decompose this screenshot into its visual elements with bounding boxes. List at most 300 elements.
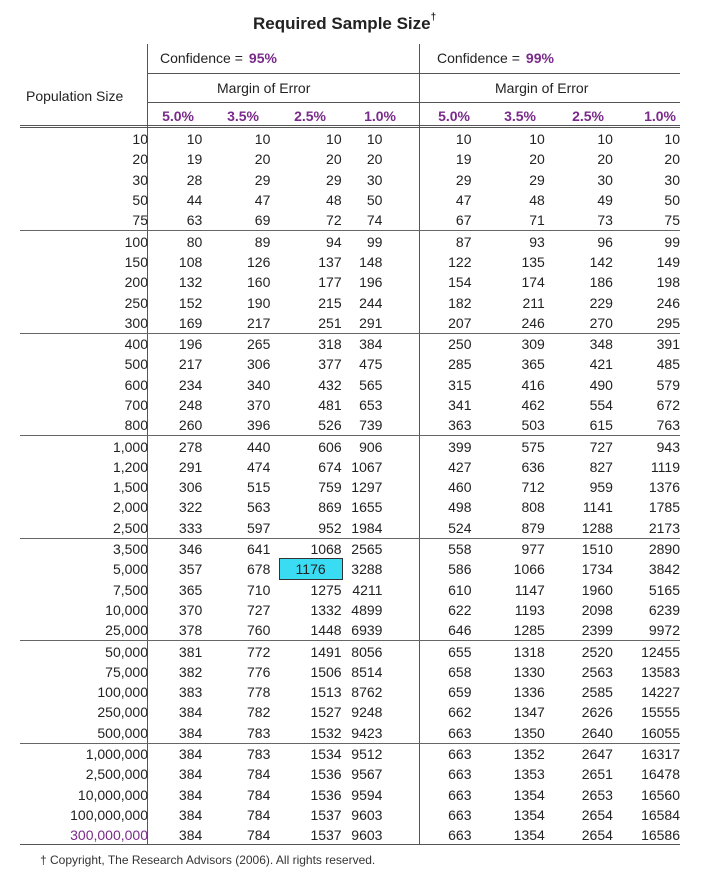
sample-size-cell: 340 [247, 376, 271, 393]
sample-size-cell: 1376 [648, 479, 680, 496]
sample-size-cell: 906 [342, 436, 405, 457]
sample-size-cell: 16055 [641, 724, 680, 741]
sample-size-cell: 384 [178, 724, 203, 741]
sample-size-cell: 29 [455, 171, 472, 188]
sample-size-cell: 943 [613, 436, 680, 457]
population-cell: 600 [124, 376, 148, 393]
sample-size-cell: 285 [448, 356, 472, 373]
sample-size-cell: 558 [404, 538, 471, 559]
sample-size-cell: 10 [597, 131, 613, 148]
sample-size-cell: 597 [247, 519, 271, 536]
table-row [20, 559, 680, 579]
sample-size-cell: 432 [318, 376, 342, 393]
sample-size-cell: 295 [656, 314, 680, 331]
sample-size-cell: 333 [178, 519, 203, 536]
sample-size-cell: 196 [152, 333, 202, 354]
sample-size-cell: 217 [178, 356, 203, 373]
sample-size-cell: 99 [613, 231, 680, 252]
sample-size-cell: 96 [545, 231, 613, 252]
sample-size-cell: 1506 [310, 663, 342, 680]
population-cell: 75 [132, 212, 148, 229]
sample-size-cell: 148 [359, 253, 383, 270]
sample-size-cell: 190 [247, 294, 271, 311]
population-cell: 10 [132, 131, 148, 148]
sample-size-cell: 80 [152, 231, 202, 252]
table-row [20, 682, 680, 702]
table-row [20, 190, 680, 210]
sample-size-cell: 784 [247, 766, 271, 783]
sample-size-cell: 1318 [472, 641, 545, 662]
sample-size-cell: 211 [522, 294, 545, 311]
sample-size-cell: 869 [318, 499, 342, 516]
sample-size-cell: 278 [152, 436, 202, 457]
moe-header-95-2-5: 2.5% [294, 108, 326, 124]
population-cell: 300,000,000 [70, 827, 148, 844]
sample-size-cell: 782 [247, 704, 271, 721]
sample-size-cell: 67 [455, 212, 472, 229]
sample-size-cell: 610 [448, 581, 472, 598]
sample-size-cell: 29 [529, 171, 545, 188]
sample-size-cell: 1193 [514, 601, 545, 618]
sample-size-cell: 30 [597, 171, 613, 188]
table-row [20, 723, 680, 744]
table-row [20, 764, 680, 784]
sample-size-cell: 1068 [270, 538, 341, 559]
sample-size-cell: 653 [359, 397, 383, 413]
sample-size-cell: 1147 [514, 581, 545, 598]
sample-size-cell: 9603 [351, 827, 383, 844]
sample-size-cell: 1960 [581, 581, 613, 598]
population-cell: 10,000 [105, 601, 148, 618]
sample-size-cell: 370 [247, 397, 271, 413]
sample-size-cell: 526 [318, 417, 342, 434]
sample-size-cell: 678 [247, 561, 271, 578]
sample-size-cell: 490 [589, 376, 613, 393]
sample-size-cell: 10 [664, 131, 680, 148]
sample-size-cell: 9512 [342, 743, 405, 764]
sample-size-cell: 727 [545, 436, 613, 457]
sample-size-cell: 8056 [342, 641, 405, 662]
sample-size-cell: 248 [178, 397, 203, 413]
sample-size-cell: 2654 [581, 827, 613, 844]
sample-size-cell: 215 [318, 294, 342, 311]
sample-size-cell: 73 [597, 212, 613, 229]
moe-header-95-5: 5.0% [162, 108, 194, 124]
sample-size-cell: 1350 [513, 724, 545, 741]
population-cell: 150 [124, 253, 148, 270]
table-row [20, 641, 680, 662]
sample-size-cell: 246 [521, 314, 545, 331]
sample-size-cell: 217 [247, 314, 271, 331]
sample-size-cell: 9423 [351, 724, 383, 741]
sample-size-cell: 75 [664, 212, 680, 229]
sample-size-cell: 396 [247, 417, 271, 434]
sample-size-cell: 959 [589, 479, 613, 496]
sample-size-cell: 8762 [351, 684, 383, 701]
sample-size-cell: 658 [448, 663, 472, 680]
sample-size-cell: 663 [448, 724, 472, 741]
sample-size-cell: 229 [589, 294, 613, 311]
sample-size-cell: 69 [254, 212, 271, 229]
population-cell: 2,500,000 [85, 766, 148, 783]
sample-size-cell: 1352 [472, 743, 545, 764]
sample-size-cell: 47 [254, 192, 271, 209]
table-row [20, 375, 680, 395]
sample-size-cell: 384 [342, 333, 405, 354]
title-text: Required Sample Size [253, 14, 431, 33]
sample-size-cell: 606 [270, 436, 341, 457]
population-cell: 7,500 [112, 581, 148, 598]
sample-size-cell: 1347 [513, 704, 545, 721]
sample-size-cell: 135 [521, 253, 545, 270]
sample-size-cell: 142 [589, 253, 613, 270]
sample-size-cell: 515 [247, 479, 271, 496]
sample-size-cell: 20 [529, 151, 545, 168]
sample-size-cell: 662 [448, 704, 472, 721]
sample-size-cell: 739 [359, 417, 383, 434]
sample-size-cell: 137 [318, 253, 342, 270]
sample-size-cell: 1536 [310, 786, 342, 803]
sample-size-cell: 783 [202, 743, 270, 764]
sample-size-cell: 565 [359, 376, 383, 393]
sample-size-cell: 177 [318, 274, 342, 291]
highlighted-cell [270, 559, 341, 579]
sample-size-cell: 207 [448, 314, 472, 331]
sample-size-cell: 1119 [650, 458, 680, 475]
sample-size-cell: 44 [186, 192, 203, 209]
sample-size-cell: 712 [521, 479, 545, 496]
sample-size-cell: 384 [178, 786, 203, 803]
sample-size-cell: 74 [366, 212, 383, 229]
confidence-99-label: Confidence = 99% [437, 50, 554, 66]
table-row [20, 170, 680, 190]
table-row [20, 600, 680, 620]
table-row [20, 825, 680, 845]
sample-size-cell: 20 [366, 151, 383, 168]
sample-size-cell: 20 [326, 151, 342, 168]
sample-size-cell: 772 [202, 641, 270, 662]
sample-size-cell: 357 [178, 561, 203, 578]
population-cell: 1,000,000 [20, 743, 152, 764]
population-cell: 700 [124, 397, 148, 413]
sample-size-cell: 663 [448, 827, 472, 844]
table-row [20, 457, 680, 477]
sample-size-cell: 1532 [310, 724, 342, 741]
sample-size-cell: 16586 [641, 827, 680, 844]
sample-size-cell: 646 [448, 622, 472, 639]
sample-size-cell: 659 [448, 684, 472, 701]
sample-size-cell: 784 [247, 806, 271, 823]
sample-size-cell: 4211 [352, 581, 383, 598]
population-cell: 250 [124, 294, 148, 311]
sample-size-cell: 440 [202, 436, 270, 457]
sample-size-cell: 1297 [351, 479, 383, 496]
table-row [20, 395, 680, 415]
sample-size-cell: 20 [597, 151, 613, 168]
table-row [20, 333, 680, 354]
sample-size-cell: 154 [448, 274, 472, 291]
sample-size-cell: 784 [247, 827, 271, 844]
sample-size-cell: 2654 [581, 806, 613, 823]
sample-size-cell: 1655 [351, 499, 383, 516]
sample-size-cell: 13583 [641, 663, 680, 680]
sample-size-cell: 827 [589, 458, 613, 475]
sample-size-cell: 808 [521, 499, 545, 516]
sample-size-cell: 1066 [513, 561, 545, 578]
sample-size-cell: 1353 [513, 766, 545, 783]
sample-size-cell: 391 [613, 333, 680, 354]
sample-size-cell: 126 [247, 253, 271, 270]
population-cell: 100 [20, 231, 152, 252]
sample-size-cell: 72 [326, 212, 342, 229]
sample-size-cell: 30 [664, 171, 680, 188]
sample-size-cell: 94 [270, 231, 341, 252]
sample-size-cell: 348 [545, 333, 613, 354]
table-row [20, 129, 680, 149]
highlighted-value: 1176 [280, 559, 342, 579]
sample-size-cell: 122 [448, 253, 472, 270]
sample-size-cell: 2565 [342, 538, 405, 559]
sample-size-cell: 1984 [351, 519, 383, 536]
sample-size-cell: 10 [455, 131, 472, 148]
sample-size-cell: 636 [521, 458, 545, 475]
sample-size-cell: 89 [202, 231, 270, 252]
sample-size-cell: 1491 [270, 641, 341, 662]
sample-size-cell: 655 [404, 641, 471, 662]
sample-size-cell: 399 [404, 436, 471, 457]
sample-size-cell: 365 [178, 581, 203, 598]
sample-size-cell: 370 [178, 601, 203, 618]
table-row [20, 415, 680, 436]
sample-size-cell: 759 [318, 479, 342, 496]
sample-size-cell: 1354 [513, 786, 545, 803]
sample-size-cell: 378 [178, 622, 203, 639]
sample-size-cell: 663 [448, 766, 472, 783]
population-cell: 250,000 [97, 704, 148, 721]
sample-size-cell: 710 [247, 581, 271, 598]
moe-header-95-3-5: 3.5% [227, 108, 259, 124]
sample-size-cell: 322 [178, 499, 203, 516]
sample-size-cell: 575 [472, 436, 545, 457]
table-row [20, 436, 680, 457]
sample-size-cell: 2653 [581, 786, 613, 803]
sample-size-cell: 674 [318, 458, 342, 475]
sample-size-cell: 1785 [648, 499, 680, 516]
moe-header-95-1: 1.0% [364, 108, 396, 124]
confidence-95-label: Confidence = 95% [160, 50, 277, 66]
sample-size-cell: 9567 [351, 766, 383, 783]
sample-size-cell: 29 [326, 171, 342, 188]
sample-size-cell: 318 [270, 333, 341, 354]
sample-size-cell: 462 [521, 397, 545, 413]
header-rule-main [20, 125, 680, 128]
sample-size-cell: 783 [247, 724, 271, 741]
sample-size-cell: 16584 [641, 806, 680, 823]
sample-size-cell: 421 [589, 356, 613, 373]
sample-size-cell: 384 [152, 743, 202, 764]
sample-size-cell: 10 [254, 131, 271, 148]
sample-size-cell: 48 [326, 192, 342, 209]
sample-size-cell: 260 [178, 417, 203, 434]
margin-of-error-95-label: Margin of Error [217, 80, 311, 96]
moe-header-99-5: 5.0% [438, 108, 470, 124]
sample-size-cell: 174 [521, 274, 545, 291]
sample-size-cell: 377 [318, 356, 342, 373]
sample-size-cell: 2098 [581, 601, 613, 618]
sample-size-cell: 29 [254, 171, 271, 188]
population-cell: 100,000,000 [70, 806, 148, 823]
sample-size-cell: 1288 [581, 519, 613, 536]
sample-size-cell: 763 [656, 417, 680, 434]
sample-size-cell: 663 [404, 743, 471, 764]
sample-size-cell: 234 [178, 376, 203, 393]
sample-size-cell: 1448 [310, 622, 342, 639]
table-row [20, 313, 680, 334]
sample-size-cell: 63 [186, 212, 203, 229]
sample-size-cell: 1275 [310, 581, 342, 598]
sample-size-cell: 50 [664, 192, 680, 209]
sample-size-cell: 384 [178, 766, 203, 783]
sample-size-cell: 381 [152, 641, 202, 662]
sample-size-cell: 879 [521, 519, 545, 536]
sample-size-cell: 132 [178, 274, 203, 291]
sample-size-cell: 1330 [513, 663, 545, 680]
sample-size-cell: 10 [186, 131, 203, 148]
sample-size-cell: 776 [247, 663, 271, 680]
sample-size-cell: 152 [178, 294, 203, 311]
table-row [20, 149, 680, 169]
population-cell: 20 [132, 151, 148, 168]
sample-size-cell: 727 [247, 601, 271, 618]
table-row [20, 231, 680, 252]
population-cell: 200 [124, 274, 148, 291]
sample-size-cell: 2890 [613, 538, 680, 559]
population-size-header: Population Size [26, 88, 124, 104]
population-cell: 500,000 [97, 724, 148, 741]
sample-size-cell: 383 [178, 684, 203, 701]
sample-size-cell: 16317 [613, 743, 680, 764]
sample-size-cell: 475 [359, 356, 383, 373]
table-row [20, 252, 680, 272]
population-cell: 300 [124, 314, 148, 331]
sample-size-cell: 250 [404, 333, 471, 354]
sample-size-cell: 265 [202, 333, 270, 354]
sample-size-cell: 196 [359, 274, 383, 291]
population-cell: 5,000 [112, 561, 148, 578]
sample-size-cell: 384 [178, 704, 203, 721]
sample-size-cell: 1513 [310, 684, 342, 701]
sample-size-cell: 346 [152, 538, 202, 559]
sample-size-cell: 47 [455, 192, 472, 209]
sample-size-cell: 1534 [270, 743, 341, 764]
sample-size-cell: 365 [521, 356, 545, 373]
moe-header-99-1: 1.0% [644, 108, 676, 124]
table-row [20, 805, 680, 825]
sample-size-cell: 4899 [351, 601, 383, 618]
sample-size-cell: 2585 [581, 684, 613, 701]
moe-header-99-2-5: 2.5% [572, 108, 604, 124]
sample-size-cell: 19 [455, 151, 472, 168]
sample-size-cell: 2520 [545, 641, 613, 662]
sample-size-cell: 672 [656, 397, 680, 413]
sample-size-cell: 641 [202, 538, 270, 559]
sample-size-cell: 382 [178, 663, 203, 680]
sample-size-cell: 149 [656, 253, 680, 270]
sample-size-cell: 14227 [641, 684, 680, 701]
sample-size-cell: 16478 [641, 766, 680, 783]
sample-size-cell: 93 [472, 231, 545, 252]
sample-size-cell: 182 [448, 294, 472, 311]
population-cell: 1,200 [112, 458, 148, 475]
sample-size-cell: 99 [342, 231, 405, 252]
population-cell: 2,000 [112, 499, 148, 516]
sample-size-cell: 615 [589, 417, 613, 434]
table-row [20, 477, 680, 497]
sample-size-cell: 416 [521, 376, 545, 393]
sample-size-cell: 2563 [581, 663, 613, 680]
table-row [20, 497, 680, 517]
header-rule-moe [148, 102, 680, 103]
sample-size-cell: 270 [589, 314, 613, 331]
sample-size-cell: 384 [178, 827, 203, 844]
table-row [20, 580, 680, 600]
sample-size-cell: 5165 [648, 581, 680, 598]
sample-size-cell: 341 [448, 397, 472, 413]
sample-size-cell: 760 [247, 622, 271, 639]
table-row [20, 620, 680, 641]
sample-size-cell: 15555 [641, 704, 680, 721]
sample-size-cell: 9594 [351, 786, 383, 803]
sample-size-cell: 48 [529, 192, 545, 209]
table-row [20, 785, 680, 805]
population-cell: 1,000 [20, 436, 152, 457]
table-row [20, 518, 680, 539]
sample-size-cell: 663 [448, 806, 472, 823]
table-row [20, 743, 680, 764]
sample-size-cell: 186 [589, 274, 613, 291]
population-cell: 400 [20, 333, 152, 354]
sample-size-cell: 3842 [648, 561, 680, 578]
sample-size-cell: 306 [178, 479, 203, 496]
sample-size-cell: 9972 [648, 622, 680, 639]
sample-size-cell: 1141 [582, 499, 613, 516]
sample-size-cell: 2651 [581, 766, 613, 783]
sample-size-cell: 524 [448, 519, 472, 536]
header-rule-confidence [148, 73, 680, 74]
sample-size-cell: 498 [448, 499, 472, 516]
copyright-footnote: † Copyright, The Research Advisors (2006). All rights reserved. [40, 853, 376, 867]
population-cell: 10,000,000 [77, 786, 148, 803]
sample-size-cell: 6939 [351, 622, 383, 639]
sample-size-cell: 10 [326, 131, 342, 148]
sample-size-cell: 977 [472, 538, 545, 559]
sample-size-cell: 1336 [513, 684, 545, 701]
sample-size-cell: 198 [656, 274, 680, 291]
sample-size-cell: 778 [247, 684, 271, 701]
sample-size-cell: 20 [254, 151, 271, 168]
sample-size-cell: 19 [186, 151, 203, 168]
sample-size-cell: 291 [359, 314, 383, 331]
sample-size-cell: 1536 [310, 766, 342, 783]
sample-size-cell: 503 [521, 417, 545, 434]
population-cell: 2,500 [112, 519, 148, 536]
population-cell: 30 [132, 171, 148, 188]
sample-size-cell: 1527 [310, 704, 342, 721]
sample-size-cell: 460 [448, 479, 472, 496]
sample-size-cell: 384 [178, 806, 203, 823]
sample-size-cell: 1510 [545, 538, 613, 559]
population-cell: 500 [124, 356, 148, 373]
